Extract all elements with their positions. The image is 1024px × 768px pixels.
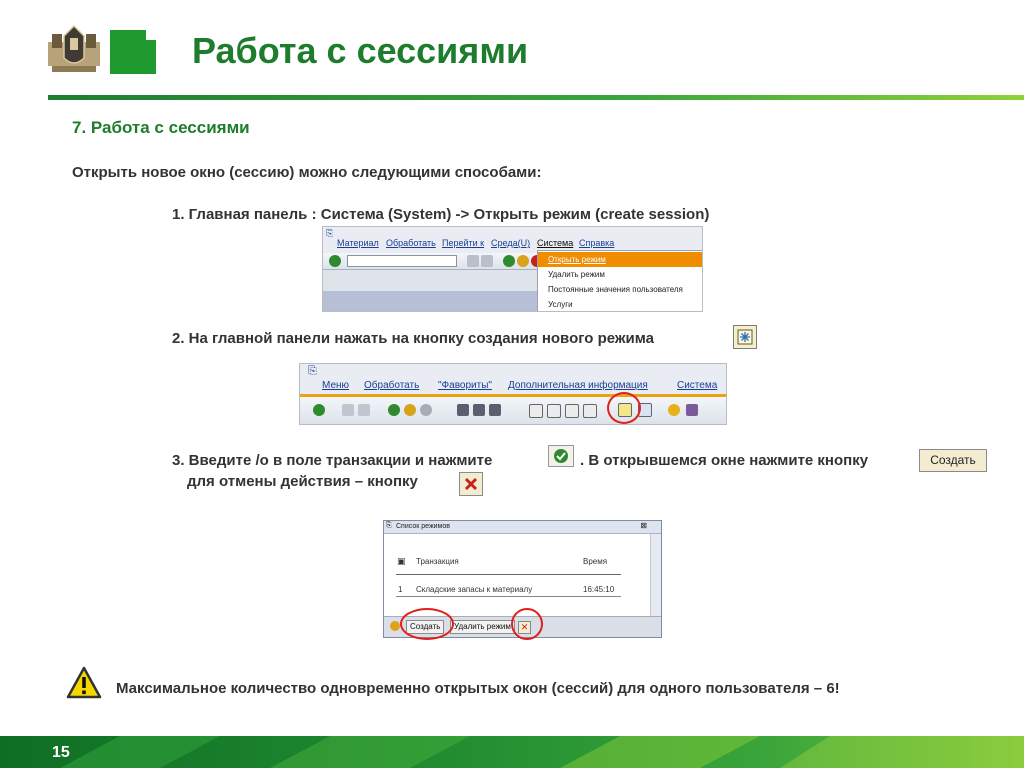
page-title: Работа с сессиями	[192, 30, 529, 71]
find-next-icon[interactable]	[489, 404, 501, 416]
dialog-title: Список режимов	[396, 523, 450, 530]
menu-system-2[interactable]: Система	[677, 380, 718, 391]
layout-icon[interactable]	[686, 404, 698, 416]
dialog-header-divider	[396, 574, 621, 575]
menu-menu[interactable]: Меню	[322, 380, 350, 391]
system-dropdown-menu	[537, 250, 703, 312]
dialog-row-divider	[396, 596, 621, 597]
nav-icon-2[interactable]	[342, 404, 354, 416]
print-icon[interactable]	[457, 404, 469, 416]
back-icon[interactable]	[503, 255, 515, 267]
coat-of-arms-logo	[46, 24, 102, 74]
enter-check-icon[interactable]	[329, 255, 341, 267]
page-number: 15	[52, 744, 70, 761]
sap-menubar-2	[300, 364, 726, 394]
dialog-titlebar	[384, 521, 661, 534]
col-header-transaction: Транзакция	[416, 557, 459, 566]
warning-text: Максимальное количество одновременно открытых окон (сессий) для одного пользователя – 6!	[116, 680, 840, 697]
create-session-icon[interactable]	[733, 325, 757, 349]
menu-system[interactable]: Система	[537, 238, 574, 248]
select-all-icon[interactable]: ▣	[397, 556, 406, 566]
dialog-window-icon: ⎘	[386, 522, 392, 529]
highlight-ring-create	[400, 608, 454, 640]
step3-text-a: 3. Введите /o в поле транзакции и нажмите	[172, 452, 493, 469]
dialog-cancel-icon[interactable]: ✕	[518, 621, 531, 634]
menu-extras[interactable]: Дополнительная информация	[508, 380, 648, 391]
dialog-create-button[interactable]: Создать	[406, 620, 444, 634]
sap-window-icon: ⎘	[326, 228, 334, 238]
col-header-time: Время	[583, 557, 608, 566]
last-page-icon[interactable]	[583, 404, 597, 418]
row-time: 16:45:10	[583, 585, 615, 594]
next-page-icon[interactable]	[565, 404, 579, 418]
find-icon[interactable]	[473, 404, 485, 416]
save-icon[interactable]	[481, 255, 493, 267]
nav-back-icon[interactable]	[467, 255, 479, 267]
dialog-delete-session-button[interactable]: Удалить режим	[450, 620, 515, 634]
warning-icon	[66, 666, 102, 700]
exit-icon[interactable]	[517, 255, 529, 267]
dialog-close-icon[interactable]: ⊠	[640, 521, 647, 530]
save-icon-2[interactable]	[358, 404, 370, 416]
menu-edit[interactable]: Обработать	[386, 238, 436, 248]
section-subtitle: 7. Работа с сессиями	[72, 118, 250, 137]
sap-window-icon-2: ⎘	[308, 365, 317, 377]
menu-help[interactable]: Справка	[579, 238, 615, 248]
header-divider	[48, 95, 1024, 100]
exit-icon-2[interactable]	[404, 404, 416, 416]
enter-check-icon-2[interactable]	[313, 404, 325, 416]
dropdown-open-session[interactable]: Открыть режим	[538, 252, 703, 267]
help-icon[interactable]	[668, 404, 680, 416]
step3-text-c: для отмены действия – кнопку	[187, 473, 418, 490]
row-number: 1	[398, 585, 403, 594]
highlight-ring-create-session	[607, 392, 641, 424]
intro-text: Открыть новое окно (сессию) можно следующими способами:	[72, 164, 542, 181]
sap-toolbar-2	[300, 397, 726, 425]
dropdown-delete-session[interactable]: Удалить режим	[548, 270, 605, 279]
dropdown-user-defaults[interactable]: Постоянные значения пользователя	[548, 285, 683, 294]
green-square-logo	[110, 30, 156, 74]
sap-screenshot-toolbar	[299, 363, 727, 425]
enter-check-button-icon[interactable]	[548, 445, 574, 467]
menu-material[interactable]: Материал	[337, 238, 379, 248]
transaction-input[interactable]	[347, 255, 457, 267]
step3-text-b: . В открывшемся окне нажмите кнопку	[580, 452, 869, 469]
menu-environment[interactable]: Среда(U)	[491, 238, 531, 248]
back-icon-2[interactable]	[388, 404, 400, 416]
row-transaction[interactable]: Складские запасы к материалу	[416, 585, 533, 594]
first-page-icon[interactable]	[529, 404, 543, 418]
step2-text: 2. На главной панели нажать на кнопку создания нового режима	[172, 330, 655, 347]
highlight-ring-cancel	[511, 608, 543, 640]
menu-goto[interactable]: Перейти к	[442, 238, 485, 248]
menu-favorites[interactable]: "Фавориты"	[438, 380, 492, 391]
footer-bar	[0, 736, 1024, 768]
cancel-x-icon[interactable]	[459, 472, 483, 496]
footer-check-icon[interactable]	[390, 621, 400, 631]
sap-screenshot-system-menu	[322, 226, 703, 312]
previous-page-icon[interactable]	[547, 404, 561, 418]
menu-edit-2[interactable]: Обработать	[364, 380, 420, 391]
dropdown-services[interactable]: Услуги	[548, 300, 573, 309]
create-button[interactable]: Создать	[919, 449, 987, 472]
step1-text: 1. Главная панель : Система (System) -> Открыть режим (create session)	[172, 206, 710, 223]
cancel-icon-2[interactable]	[420, 404, 432, 416]
dialog-scrollbar[interactable]	[650, 534, 661, 616]
